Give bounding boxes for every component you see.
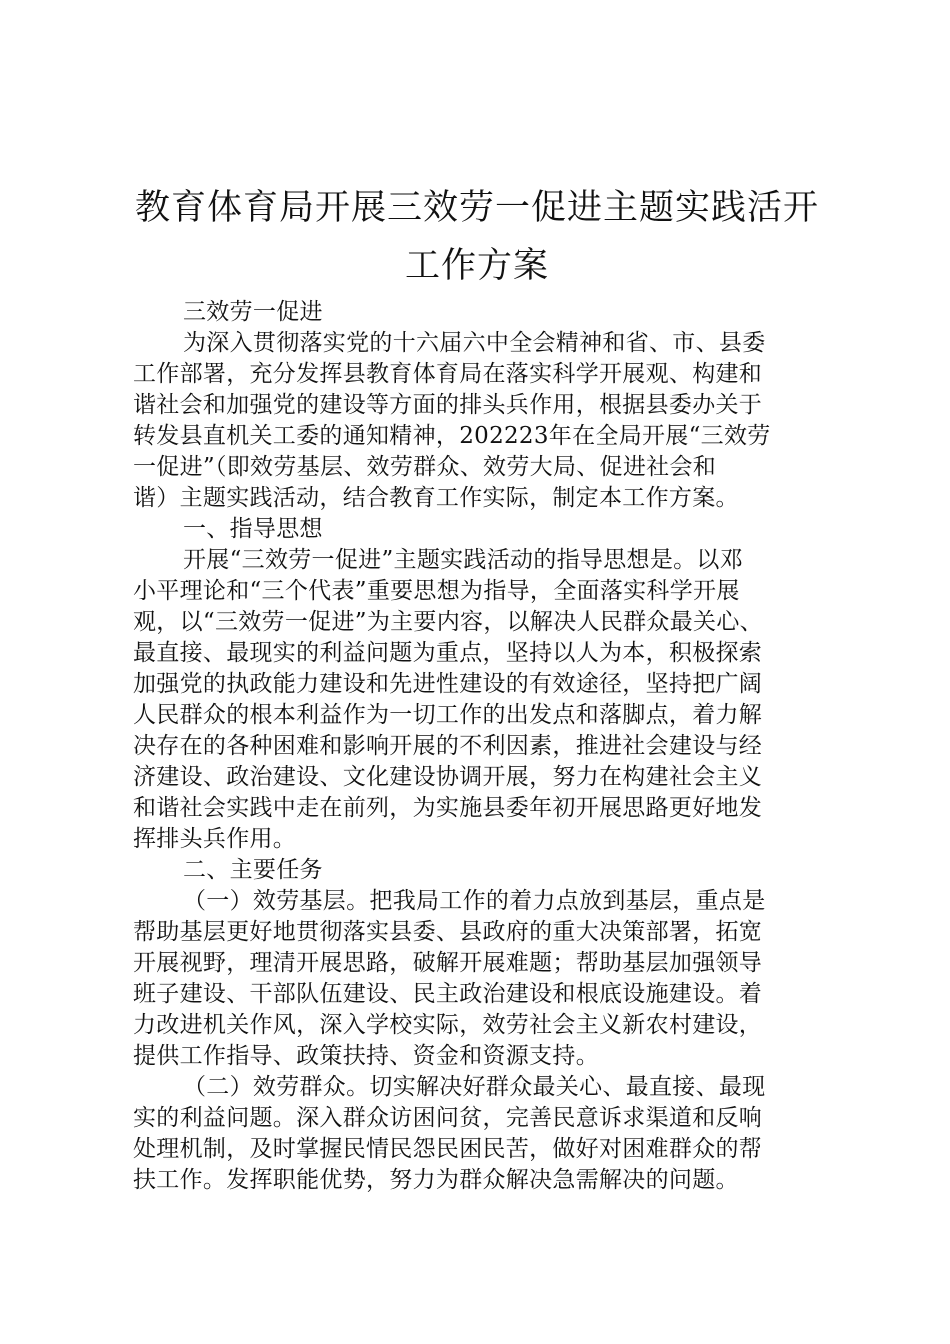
paragraph-line: 小平理论和“三个代表”重要思想为指导，全面落实科学开展 — [133, 578, 740, 604]
paragraph-line: 最直接、最现实的利益问题为重点，坚持以人为本，积极探索 — [133, 640, 763, 666]
section-heading: 二、主要任务 — [183, 857, 323, 883]
paragraph-line: 班子建设、干部队伍建设、民主政治建设和根底设施建设。着 — [133, 981, 763, 1007]
paragraph-line: 一促进”（即效劳基层、效劳群众、效劳大局、促进社会和 — [133, 454, 717, 480]
paragraph-line: 挥排头兵作用。 — [133, 826, 297, 852]
paragraph-line: 谐）主题实践活动，结合教育工作实际，制定本工作方案。 — [133, 485, 739, 511]
paragraph-line: 开展“三效劳一促进”主题实践活动的指导思想是。以邓 — [183, 547, 744, 573]
paragraph-line: 和谐社会实践中走在前列，为实施县委年初开展思路更好地发 — [133, 795, 763, 821]
paragraph-line: 开展视野，理清开展思路，破解开展难题；帮助基层加强领导 — [133, 950, 763, 976]
paragraph-line: 帮助基层更好地贯彻落实县委、县政府的重大决策部署，拓宽 — [133, 919, 763, 945]
paragraph-line: 工作部署，充分发挥县教育体育局在落实科学开展观、构建和 — [133, 361, 763, 387]
paragraph-line: 实的利益问题。深入群众访困问贫，完善民意诉求渠道和反响 — [133, 1105, 763, 1131]
paragraph-line: 决存在的各种困难和影响开展的不利因素，推进社会建设与经 — [133, 733, 763, 759]
paragraph-line: 人民群众的根本利益作为一切工作的出发点和落脚点，着力解 — [133, 702, 763, 728]
paragraph-line: 转发县直机关工委的通知精神，202223年在全局开展“三效劳 — [133, 423, 771, 449]
paragraph-line: 扶工作。发挥职能优势，努力为群众解决急需解决的问题。 — [133, 1167, 739, 1193]
paragraph-line: 观，以“三效劳一促进”为主要内容，以解决人民群众最关心、 — [133, 609, 763, 635]
paragraph-line: （一）效劳基层。把我局工作的着力点放到基层，重点是 — [183, 888, 766, 914]
section-heading: 一、指导思想 — [183, 516, 323, 542]
paragraph-line: 力改进机关作风，深入学校实际，效劳社会主义新农村建设， — [133, 1012, 763, 1038]
paragraph-line: 为深入贯彻落实党的十六届六中全会精神和省、市、县委 — [183, 330, 766, 356]
paragraph-line: 处理机制，及时掌握民情民怨民困民苦，做好对困难群众的帮 — [133, 1136, 763, 1162]
paragraph-line: 加强党的执政能力建设和先进性建设的有效途径，坚持把广阔 — [133, 671, 763, 697]
paragraph-line: 谐社会和加强党的建设等方面的排头兵作用，根据县委办关于 — [133, 392, 763, 418]
paragraph-line: 提供工作指导、政策扶持、资金和资源支持。 — [133, 1043, 599, 1069]
paragraph-line: （二）效劳群众。切实解决好群众最关心、最直接、最现 — [183, 1074, 766, 1100]
document-title-line-1: 教育体育局开展三效劳一促进主题实践活开 — [134, 188, 819, 228]
paragraph-line: 济建设、政治建设、文化建设协调开展，努力在构建社会主义 — [133, 764, 763, 790]
document-title-line-2: 工作方案 — [404, 246, 549, 286]
section-heading: 三效劳一促进 — [183, 299, 323, 325]
